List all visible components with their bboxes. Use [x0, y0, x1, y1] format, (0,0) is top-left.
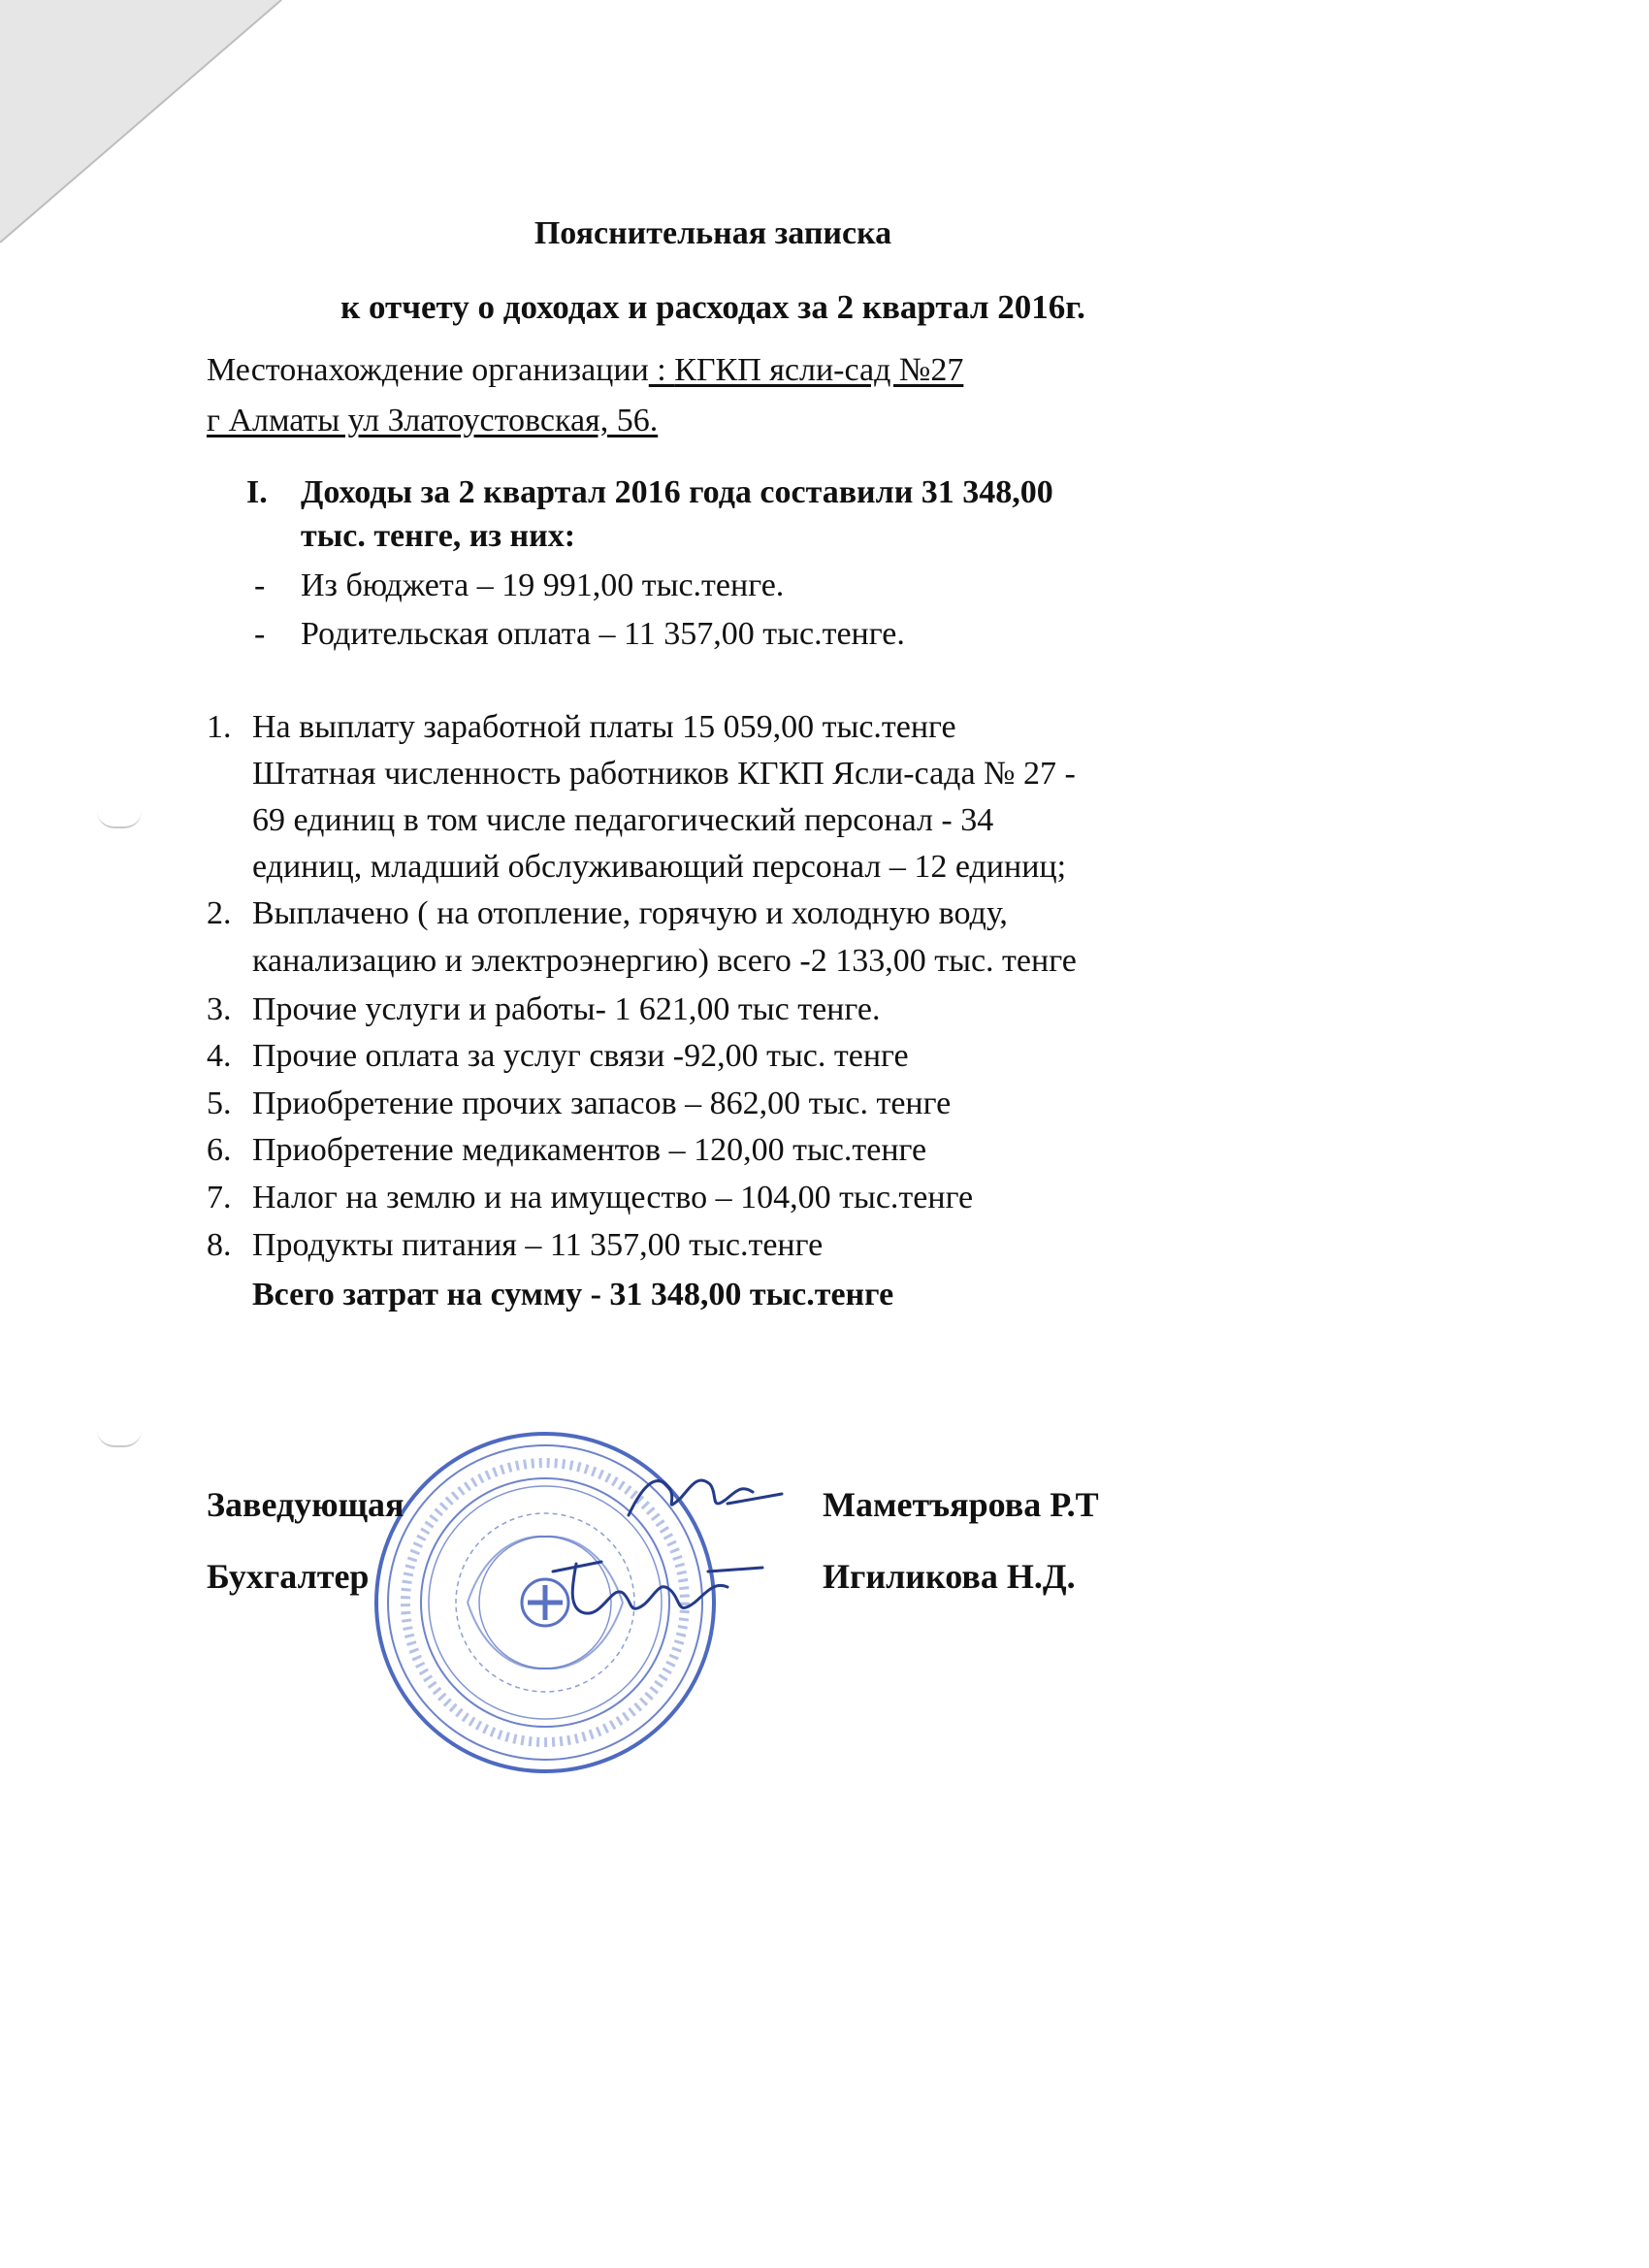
list-number: 1. — [207, 709, 232, 745]
organization-name: КГКП ясли-сад №27 — [674, 352, 964, 388]
head-title: Заведующая — [207, 1485, 404, 1524]
section-marker: I. — [246, 474, 268, 510]
bullet: - — [254, 616, 266, 652]
expense-item-line: Продукты питания – 11 357,00 тыс.тенге — [252, 1227, 824, 1263]
head-signature — [621, 1455, 786, 1533]
accountant-title: Бухгалтер — [207, 1557, 370, 1596]
list-number: 7. — [207, 1180, 232, 1215]
punch-hole-mark — [97, 1430, 142, 1447]
expense-total: Всего затрат на сумму - 31 348,00 тыс.тенге — [252, 1277, 894, 1312]
expense-item-line: 69 единиц в том числе педагогический персонал - 34 — [252, 802, 994, 838]
expense-item-line: Приобретение прочих запасов – 862,00 тыс. тенге — [252, 1085, 952, 1121]
document-subtitle: к отчету о доходах и расходах за 2 квартал 2016г. — [340, 288, 1085, 326]
organization-address: г Алматы ул Златоустовская, 56. — [207, 403, 659, 438]
bullet: - — [254, 567, 266, 603]
location-label: Местонахождение организации — [207, 352, 649, 388]
expense-item-line: Прочие услуги и работы- 1 621,00 тыс тенге. — [252, 991, 881, 1027]
accountant-name: Игиликова Н.Д. — [823, 1557, 1076, 1596]
income-item: Родительская оплата – 11 357,00 тыс.тенге. — [301, 616, 905, 652]
expense-item-line: Выплачено ( на отопление, горячую и холодную воду, — [252, 895, 1008, 931]
expense-item-line: Приобретение медикаментов – 120,00 тыс.тенге — [252, 1132, 927, 1168]
expense-item-line: единиц, младший обслуживающий персонал – 12 единиц; — [252, 849, 1067, 885]
expense-item-line: На выплату заработной платы 15 059,00 тыс.тенге — [252, 709, 956, 745]
punch-hole-mark — [97, 811, 142, 828]
income-heading-line1: Доходы за 2 квартал 2016 года составили 31 348,00 — [301, 474, 1053, 510]
expense-item-line: канализацию и электроэнергию) всего -2 133,00 тыс. тенге — [252, 943, 1077, 979]
income-item: Из бюджета – 19 991,00 тыс.тенге. — [301, 567, 785, 603]
list-number: 4. — [207, 1038, 232, 1074]
expense-item-line: Прочие оплата за услуг связи -92,00 тыс. тенге — [252, 1038, 909, 1074]
income-heading-line2: тыс. тенге, из них: — [301, 518, 576, 554]
list-number: 6. — [207, 1132, 232, 1168]
location-line — [207, 351, 963, 390]
document-title: Пояснительная записка — [534, 215, 892, 251]
location-colon: : — [648, 352, 675, 388]
list-number: 5. — [207, 1085, 232, 1121]
expense-item-line: Налог на землю и на имущество – 104,00 тыс.тенге — [252, 1180, 974, 1215]
list-number: 8. — [207, 1227, 232, 1263]
expense-item-line: Штатная численность работников КГКП Ясли-сада № 27 - — [252, 756, 1076, 792]
accountant-signature — [543, 1542, 766, 1630]
list-number: 3. — [207, 991, 232, 1027]
list-number: 2. — [207, 895, 232, 931]
head-name: Маметъярова Р.Т — [823, 1485, 1099, 1524]
